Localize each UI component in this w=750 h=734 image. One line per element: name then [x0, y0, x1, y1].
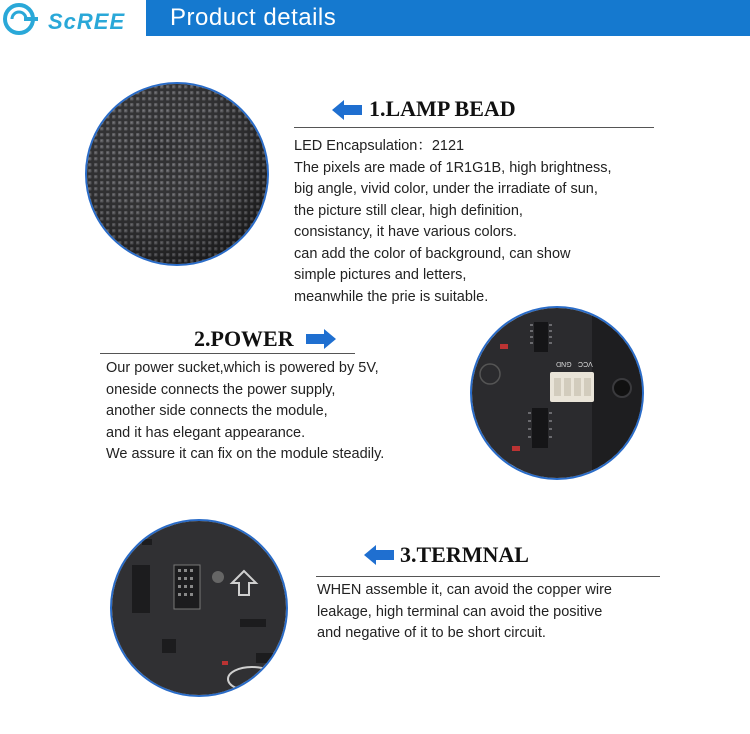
arrow-right-icon — [306, 329, 336, 349]
terminal-photo — [110, 519, 288, 697]
text-line: We assure it can fix on the module steadily. — [106, 446, 385, 462]
section-heading-lamp-bead: 1.LAMP BEAD — [369, 96, 516, 121]
page-title: Product details — [170, 4, 337, 31]
lamp-bead-description — [294, 136, 612, 308]
section-divider — [100, 353, 355, 354]
power-description — [106, 358, 384, 466]
title-bar — [146, 0, 750, 36]
brand-logo[interactable] — [2, 2, 136, 36]
arrow-left-icon — [332, 100, 362, 120]
section-divider — [316, 576, 660, 577]
text-line: LED Encapsulation：2121 — [294, 138, 465, 154]
text-line: The pixels are made of 1R1G1B, high brightness, — [294, 159, 612, 176]
text-line: big angle, vivid color, under the irradiate of sun, — [294, 181, 598, 197]
text-line: consistancy, it have various colors. — [294, 224, 517, 240]
text-line: WHEN assemble it, can avoid the copper wire — [317, 582, 612, 598]
text-line: the picture still clear, high definition, — [294, 202, 523, 219]
connector-label-vcc: VCC — [578, 360, 593, 367]
text-line: and it has elegant appearance. — [106, 424, 306, 441]
text-line: can add the color of background, can show — [294, 245, 571, 262]
lamp-bead-photo — [85, 82, 269, 266]
text-line: meanwhile the prie is suitable. — [294, 288, 489, 305]
text-line: oneside connects the power supply, — [106, 381, 336, 398]
section-heading-power: 2.POWER — [194, 326, 294, 351]
text-line: leakage, high terminal can avoid the positive — [317, 603, 603, 620]
connector-label-gnd: GND — [556, 360, 572, 367]
power-socket-photo — [470, 306, 644, 480]
header — [0, 0, 750, 38]
logo-text: SᴄREE — [48, 9, 126, 34]
section-heading-terminal: 3.TERMNAL — [400, 542, 529, 567]
text-line: Our power sucket,which is powered by 5V, — [106, 360, 379, 376]
terminal-description — [317, 580, 612, 645]
arrow-left-icon — [364, 545, 394, 565]
text-line: simple pictures and letters, — [294, 267, 467, 283]
text-line: and negative of it to be short circuit. — [317, 625, 546, 641]
section-divider — [294, 127, 654, 128]
logo-mark-icon — [2, 2, 46, 36]
text-line: another side connects the module, — [106, 403, 328, 419]
